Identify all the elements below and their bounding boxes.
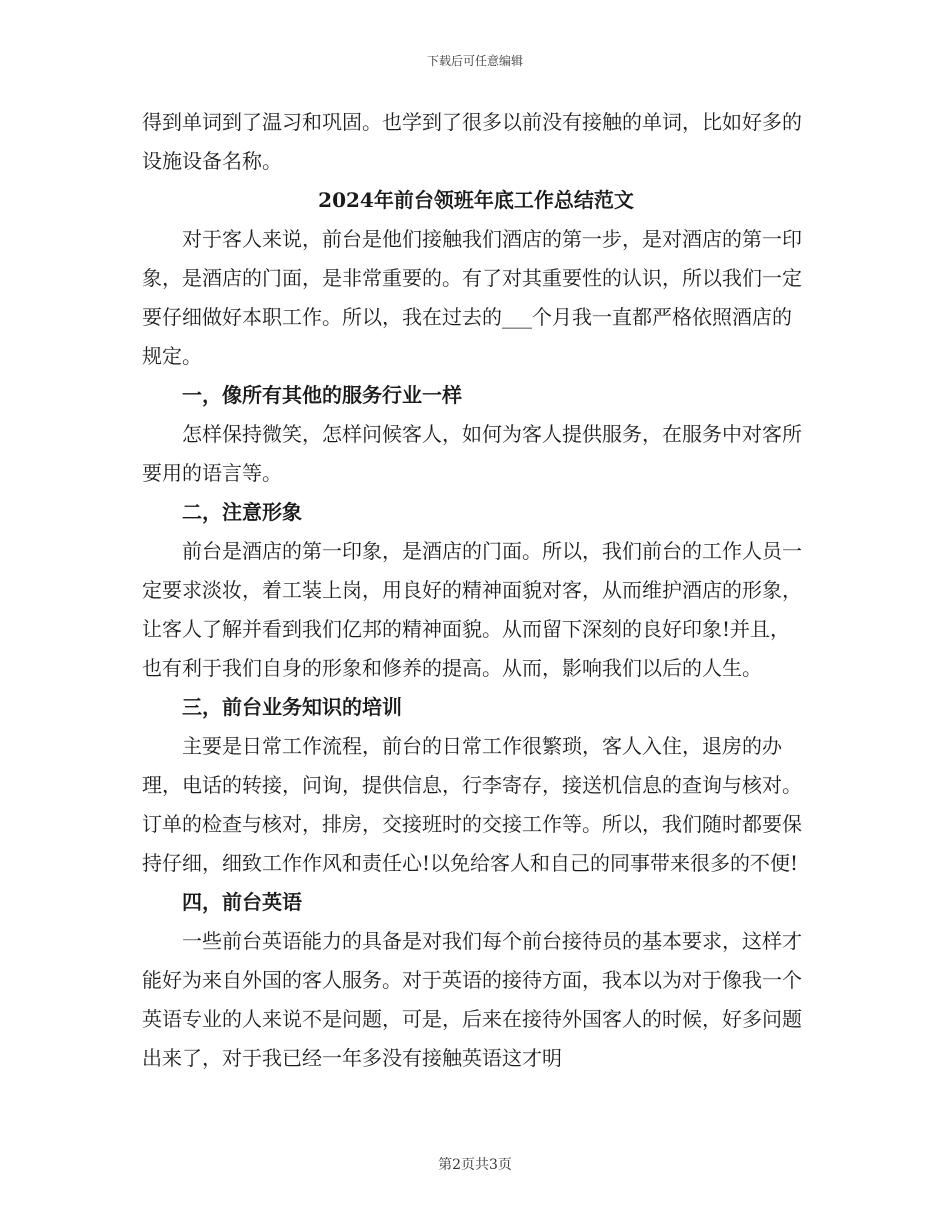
document-title: 2024年前台领班年底工作总结范文 <box>318 188 634 212</box>
section-4-heading: 四，前台英语 <box>182 890 302 914</box>
intro-continuation-paragraph: 得到单词到了温习和巩固。也学到了很多以前没有接触的单词，比如好多的设施设备名称。 <box>142 110 802 173</box>
paragraph-1: 对于客人来说，前台是他们接触我们酒店的第一步，是对酒店的第一印象，是酒店的门面，是非常重要的。有了对其重要性的认识，所以我们一定要仔细做好本职工作。所以，我在过去的___个月我一直都严格依照酒店的规定。 <box>142 227 802 368</box>
document-body <box>142 103 810 1078</box>
section-2-heading: 二，注意形象 <box>182 500 302 524</box>
section-2-body: 前台是酒店的第一印象，是酒店的门面。所以，我们前台的工作人员一定要求淡妆，着工装上岗，用良好的精神面貌对客，从而维护酒店的形象，让客人了解并看到我们亿邦的精神面貌。从而留下深刻的良好印象!并且，也有利于我们自身的形象和修养的提高。从而，影响我们以后的人生。 <box>142 539 802 680</box>
page-footer: 第2页共3页 <box>438 1157 512 1173</box>
section-1-heading: 一，像所有其他的服务行业一样 <box>182 383 462 407</box>
section-3-heading: 三，前台业务知识的培训 <box>182 695 402 719</box>
page-header: 下载后可任意编辑 <box>426 54 523 68</box>
section-1-body: 怎样保持微笑，怎样问候客人，如何为客人提供服务，在服务中对客所要用的语言等。 <box>142 422 802 485</box>
section-4-body: 一些前台英语能力的具备是对我们每个前台接待员的基本要求，这样才能好为来自外国的客人服务。对于英语的接待方面，我本以为对于像我一个英语专业的人来说不是问题，可是，后来在接待外国客人的时候，好多问题出来了，对于我已经一年多没有接触英语这才明 <box>142 929 802 1070</box>
section-3-body: 主要是日常工作流程，前台的日常工作很繁琐，客人入住，退房的办理，电话的转接，问询，提供信息，行李寄存，接送机信息的查询与核对。订单的检查与核对，排房，交接班时的交接工作等。所以，我们随时都要保持仔细，细致工作作风和责任心!以免给客人和自己的同事带来很多的不便! <box>142 734 802 875</box>
